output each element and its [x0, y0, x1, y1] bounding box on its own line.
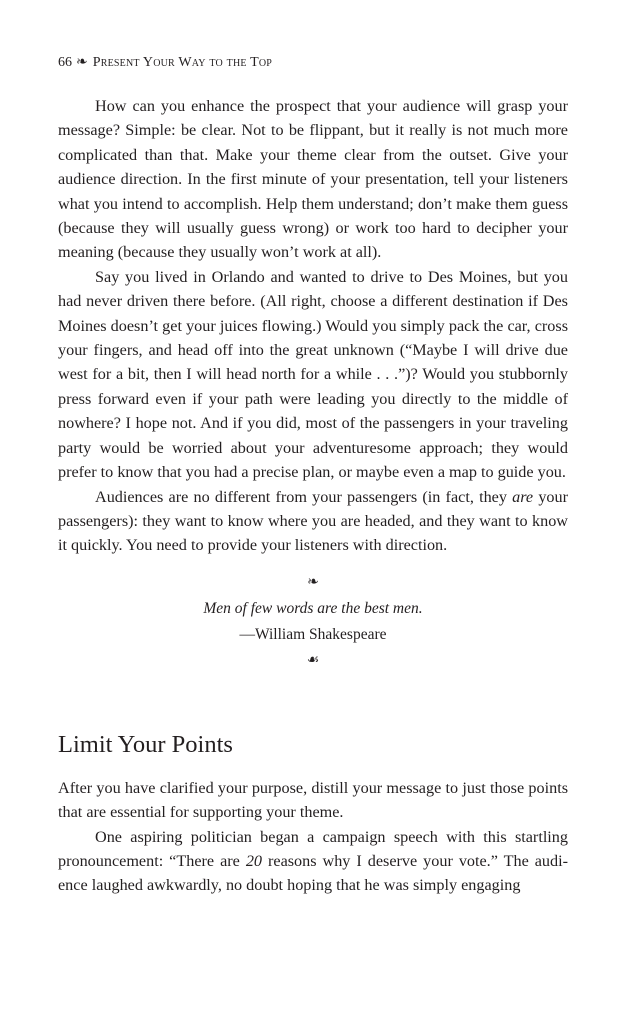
fleuron-icon: ❧	[76, 55, 88, 70]
ornament-bottom-icon: ☙	[306, 652, 320, 668]
paragraph-3	[58, 485, 568, 558]
section-paragraph-2-emphasis: 20	[245, 851, 263, 870]
paragraph-3-text-b: your passengers): they want to know where you are headed, and they want to know it quickly. You need to provide your listeners with direction.	[58, 487, 568, 555]
running-head	[58, 54, 568, 72]
section-paragraph-2	[58, 825, 568, 898]
section-paragraph-2-text-b: reasons why I deserve your vote.” The audience laughed awkwardly, no doubt hoping that he was simply engaging	[58, 851, 569, 895]
section-paragraph-2-text-a: One aspiring politician began a campaign speech with this startling pronouncement: “There are	[58, 827, 568, 870]
quote-attribution: —William Shakespeare	[239, 625, 387, 643]
page-number: 66	[58, 55, 72, 70]
paragraph-3-emphasis: are	[512, 487, 534, 506]
paragraph-2: Say you lived in Orlando and wanted to drive to Des Moines, but you had never driven there before. (All right, choose a different destination if Des Moines doesn’t get your juices flowing.) Would you simply pack the car, cross your fingers, and head off into the great unknown (“Maybe I will drive due west for a bit, then I will head north for a while . . .”)? Would you stubbornly press forward even if your path were leading you directly to the middle of nowhere? I hope not. And if you did, most of the passengers in your traveling party would be worried about your adventuresome approach; they would prefer to know that you had a precise plan, or maybe even a map to guide you.	[58, 267, 568, 482]
quote-text: Men of few words are the best men.	[203, 599, 423, 617]
paragraph-3-text-a: Audiences are no different from your passengers (in fact, they	[95, 487, 513, 506]
section-paragraph-1: After you have clarified your purpose, distill your message to just those points that are essential for supporting your theme.	[58, 778, 568, 822]
section-heading: Limit Your Points	[58, 730, 233, 758]
paragraph-1: How can you enhance the prospect that your audience will grasp your message? Simple: be clear. Not to be flippant, but it really is not much more complicated than that. Make your theme clear from the outset. Give your audience direction. In the first minute of your presentation, tell your listeners what you intend to accomplish. Help them understand; don’t make them guess (because they will usually guess wrong) or work too hard to decipher your meaning (because they usually won’t work at all).	[58, 97, 568, 262]
ornament-top-icon: ❧	[307, 574, 319, 590]
main-text	[58, 94, 568, 558]
epigraph-quote	[58, 574, 568, 670]
book-page	[58, 54, 568, 898]
section-text	[58, 776, 568, 898]
book-title: Present Your Way to the Top	[92, 55, 273, 70]
